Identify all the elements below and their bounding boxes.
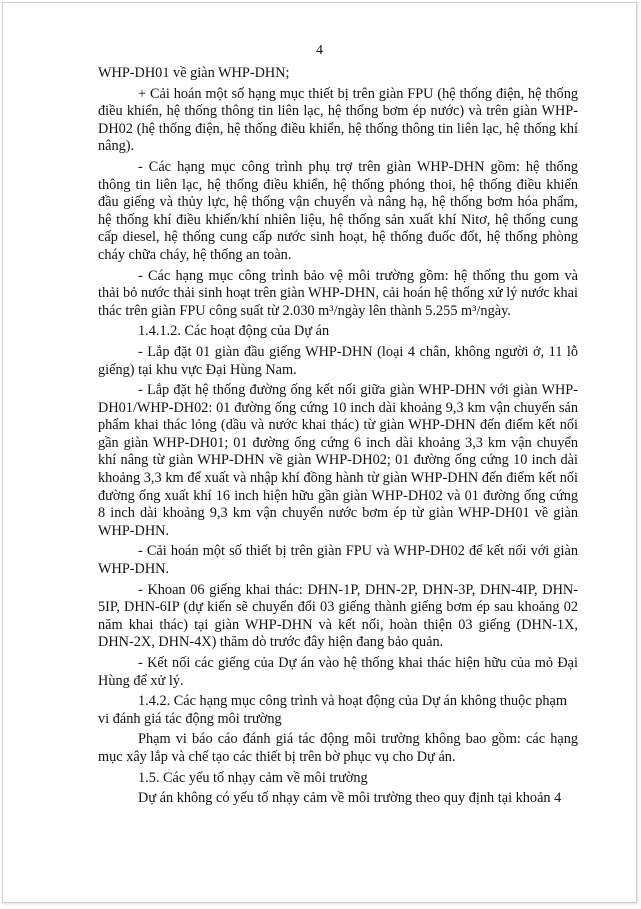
paragraph: - Các hạng mục công trình bảo vệ môi trường gồm: hệ thống thu gom và thải bỏ nước thải sinh hoạt trên giàn WHP-DHN, cải hoán hệ thống xử lý nước khai thác trên giàn FPU công suất từ 2.030 m³/ngày lên thành 5.255 m³/ngày. <box>98 267 578 319</box>
paragraph: Dự án không có yếu tố nhạy cảm về môi trường theo quy định tại khoản 4 <box>138 790 562 807</box>
paragraph: - Lắp đặt hệ thống đường ống kết nối giữa giàn WHP-DHN với giàn WHP-DH01/WHP-DH02: 01 đường ống cứng 10 inch dài khoảng 9,3 km vận chuyển sản phẩm khai thác lỏng (dầu và nước khai thác) từ giàn WHP-DHN đến điểm kết nối gần giàn WHP-DH01; 01 đường ống cứng 6 inch dài khoảng 3,3 km vận chuyển khí nâng từ giàn WHP-DHN về giàn WHP-DH02; 01 đường ống cứng 10 inch dài khoảng 3,3 km để xuất và nhập khí đồng hành từ giàn WHP-DHN đến điểm kết nối đường ống xuất khí 16 inch hiện hữu gần giàn WHP-DH02 và 01 đường ống cứng 8 inch dài khoảng 9,3 km vận chuyển nước bơm ép từ giàn WHP-DH01 về giàn WHP-DHN. <box>98 382 578 539</box>
paragraph: - Cải hoán một số thiết bị trên giàn FPU và WHP-DH02 để kết nối với giàn WHP-DHN. <box>98 543 578 578</box>
page-number: 4 <box>316 43 323 58</box>
document-page <box>2 2 637 903</box>
paragraph: - Khoan 06 giếng khai thác: DHN-1P, DHN-2P, DHN-3P, DHN-4IP, DHN-5IP, DHN-6IP (dự kiến sẽ chuyển đổi 03 giếng thành giếng bơm ép sau khoảng 02 năm khai thác) tại giàn WHP-DHN và kết nối, hoàn thiện 03 giếng (DHN-1X, DHN-2X, DHN-4X) thăm dò trước đây hiện đang bảo quản. <box>98 581 578 651</box>
section-heading: 1.4.2. Các hạng mục công trình và hoạt động của Dự án không thuộc phạm vi đánh giá tác động môi trường <box>98 693 568 727</box>
section-heading: 1.5. Các yếu tố nhạy cảm về môi trường <box>138 769 368 786</box>
paragraph: - Lắp đặt 01 giàn đầu giếng WHP-DHN (loại 4 chân, không người ở, 11 lỗ giếng) tại khu vực Đại Hùng Nam. <box>98 343 578 378</box>
paragraph: WHP-DH01 về giàn WHP-DHN; <box>98 65 290 81</box>
paragraph: + Cải hoán một số hạng mục thiết bị trên giàn FPU (hệ thống điện, hệ thống điều khiển, hệ thống thông tin liên lạc, hệ thống bơm ép nước) và trên giàn WHP-DH02 (hệ thống điện, hệ thống điều khiển, hệ thống thông tin liên lạc, hệ thống khí nâng). <box>98 85 578 155</box>
paragraph: Phạm vi báo cáo đánh giá tác động môi trường không bao gồm: các hạng mục xây lắp và chế tạo các thiết bị trên bờ phục vụ cho Dự án. <box>98 731 578 765</box>
section-heading: 1.4.1.2. Các hoạt động của Dự án <box>138 323 330 340</box>
paragraph: - Các hạng mục công trình phụ trợ trên giàn WHP-DHN gồm: hệ thống thông tin liên lạc, hệ thống điều khiển, hệ thống phóng thoi, hệ thống điều khiển đầu giếng và thủy lực, hệ thống vận chuyển và nâng hạ, hệ thống bơm hóa phẩm, hệ thống khí điều khiển/khí nhiên liệu, hệ thống sản xuất khí Nitơ, hệ thống cung cấp diesel, hệ thống cung cấp nước sinh hoạt, hệ thống đuốc đốt, hệ thống phòng cháy chữa cháy, hệ thống an toàn. <box>98 158 578 263</box>
paragraph: - Kết nối các giếng của Dự án vào hệ thống khai thác hiện hữu của mỏ Đại Hùng để xử lý. <box>98 655 578 689</box>
document-body <box>98 65 578 811</box>
